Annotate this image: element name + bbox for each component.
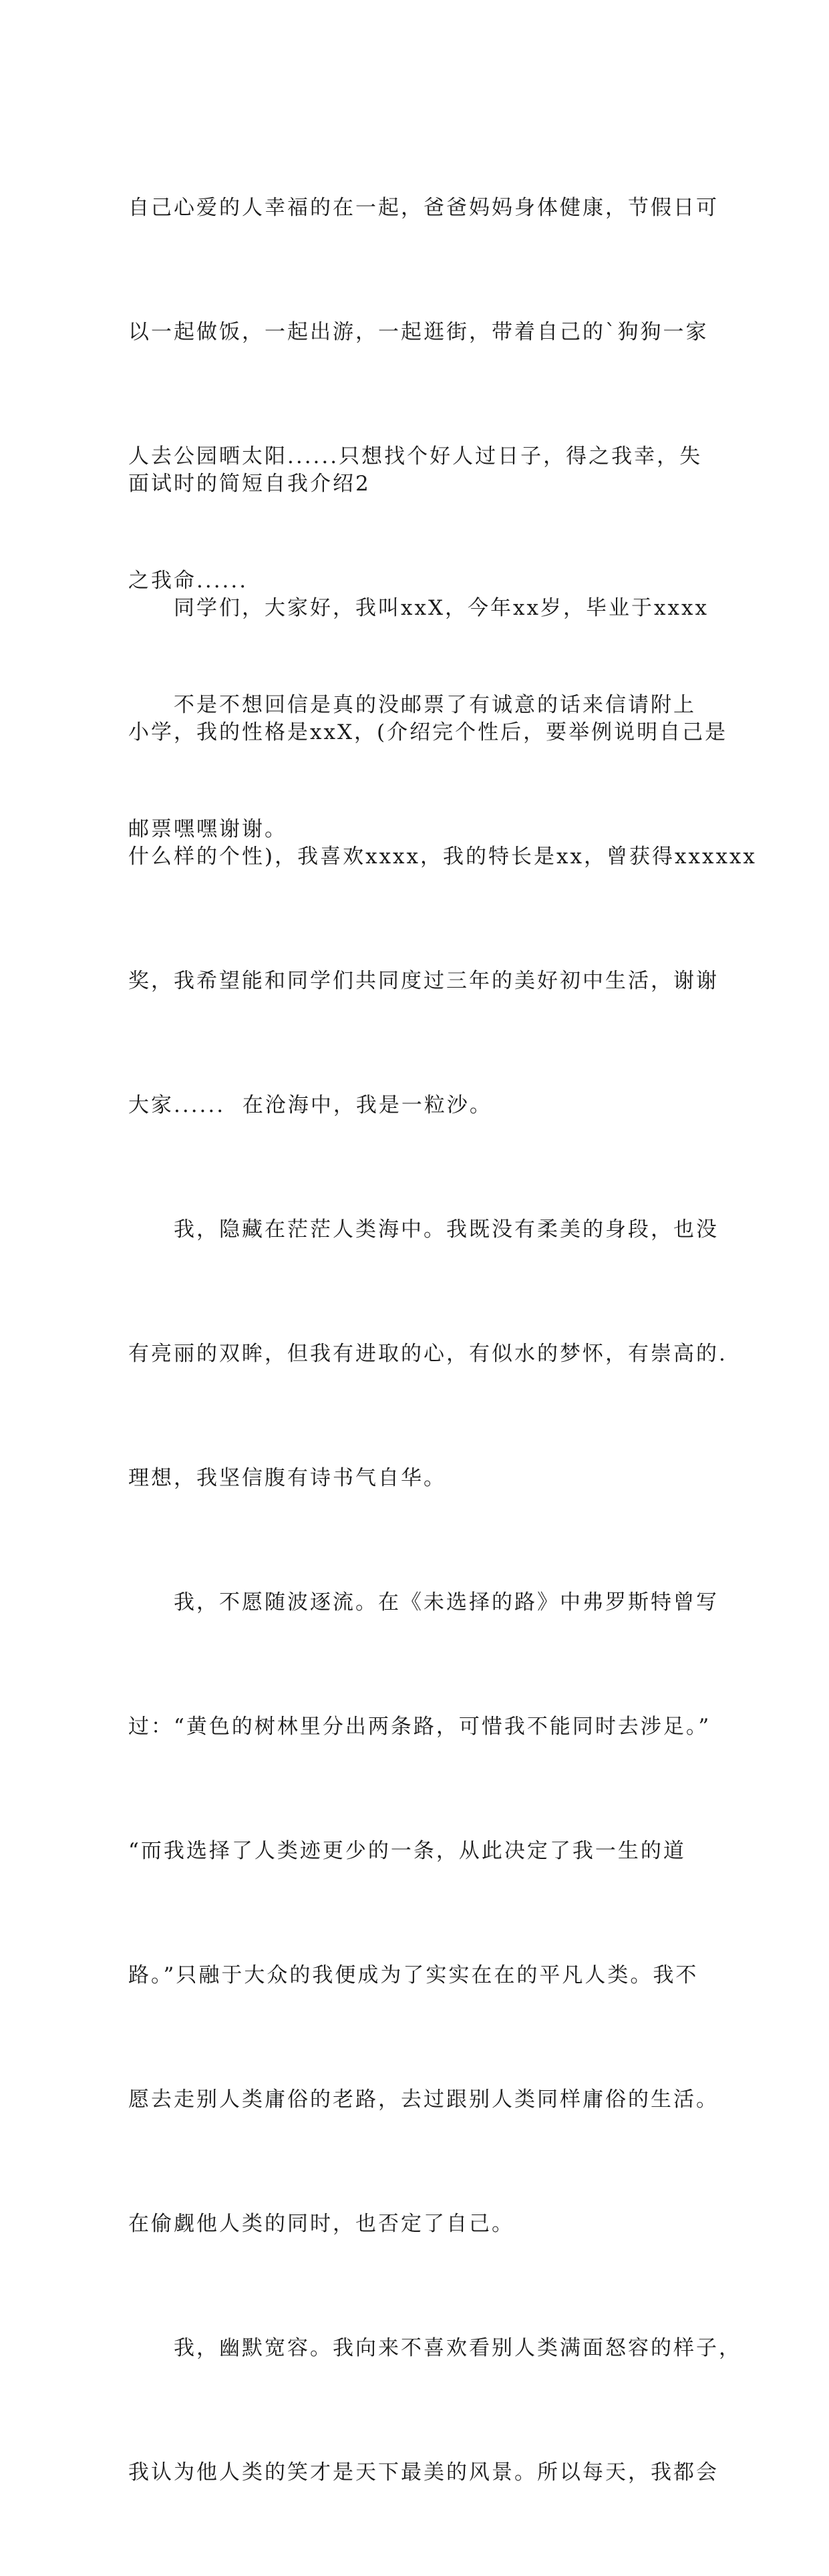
- paragraph-line: 愿去走别人类庸俗的老路，去过跟别人类同样庸俗的生活。: [128, 2088, 719, 2112]
- paragraph-line: 同学们，大家好，我叫xxX，今年xx岁，毕业于xxxx: [174, 596, 709, 620]
- section-2-text: [128, 380, 757, 2576]
- paragraph-line: 邮票嘿嘿谢谢。: [128, 817, 287, 841]
- paragraph-line: 路。”只融于大众的我便成为了实实在在的平凡人类。我不: [128, 1963, 699, 1987]
- paragraph-line: 我，幽默宽容。我向来不喜欢看别人类满面怒容的样子，: [174, 2336, 741, 2360]
- paragraph-line: 什么样的个性)，我喜欢xxxx，我的特长是xx，曾获得xxxxxx: [128, 845, 757, 869]
- paragraph-line: 奖，我希望能和同学们共同度过三年的美好初中生活，谢谢: [128, 969, 719, 993]
- paragraph-line: 有亮丽的双眸，但我有进取的心，有似水的梦怀，有崇高的.: [128, 1342, 727, 1366]
- paragraph-line: 理想，我坚信腹有诗书气自华。: [128, 1466, 446, 1490]
- section-heading: 面试时的简短自我介绍2: [128, 472, 371, 496]
- paragraph-line: 大家...... 在沧海中，我是一粒沙。: [128, 1093, 492, 1117]
- paragraph-line: 我认为他人类的笑才是天下最美的风景。所以每天，我都会: [128, 2460, 719, 2484]
- paragraph-line: 之我命......: [128, 569, 248, 593]
- paragraph-line: 我，隐藏在茫茫人类海中。我既没有柔美的身段，也没: [174, 1218, 719, 1242]
- paragraph-line: 不是不想回信是真的没邮票了有诚意的话来信请附上: [174, 693, 696, 717]
- paragraph-line: 小学，我的性格是xxX，(介绍完个性后，要举例说明自己是: [128, 720, 728, 744]
- paragraph-line: 自己心爱的人幸福的在一起，爸爸妈妈身体健康，节假日可: [128, 196, 719, 220]
- paragraph-line: 人去公园晒太阳......只想找个好人过日子，得之我幸，失: [128, 444, 703, 468]
- paragraph-line: 在偷觑他人类的同时，也否定了自己。: [128, 2212, 514, 2236]
- paragraph-line: 我，不愿随波逐流。在《未选择的路》中弗罗斯特曾写: [174, 1590, 719, 1614]
- paragraph-line: “而我选择了人类迹更少的一条，从此决定了我一生的道: [128, 1839, 686, 1863]
- paragraph-line: 过：“黄色的树林里分出两条路，可惜我不能同时去涉足。”: [128, 1715, 711, 1739]
- paragraph-line: 以一起做饭，一起出游，一起逛街，带着自己的`狗狗一家: [128, 320, 709, 344]
